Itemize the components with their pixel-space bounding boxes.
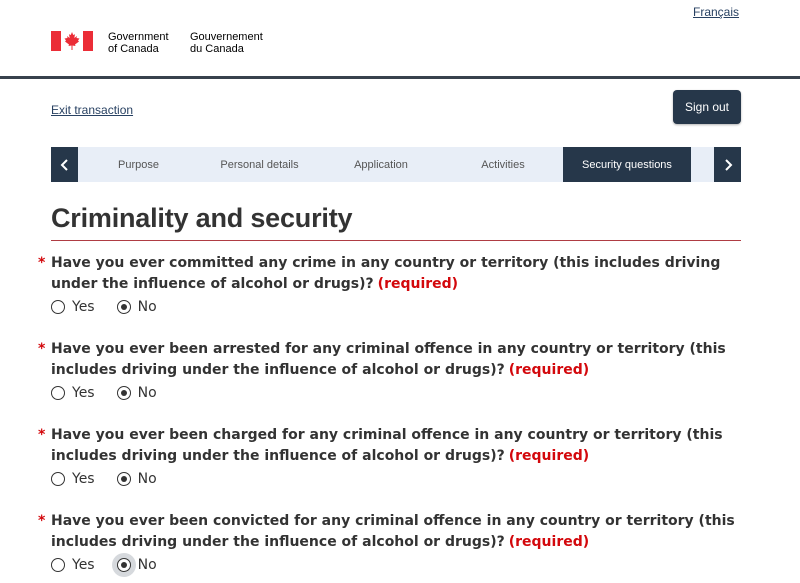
radio-button-checked-icon[interactable]	[117, 558, 131, 572]
language-toggle-link[interactable]: Français	[693, 5, 740, 19]
required-indicator: (required)	[508, 448, 590, 464]
question-convicted	[38, 511, 748, 573]
radio-button-checked-icon[interactable]	[117, 300, 131, 314]
radio-button-icon[interactable]	[51, 472, 65, 486]
step-purpose[interactable]: Purpose	[118, 158, 159, 171]
step-security-questions[interactable]: Security questions	[563, 147, 691, 182]
radio-no[interactable]: No	[117, 557, 157, 573]
step-personal-details[interactable]: Personal details	[220, 158, 299, 171]
question-arrested	[38, 339, 748, 401]
progress-stepper	[51, 147, 741, 182]
radio-yes[interactable]: Yes	[51, 471, 95, 487]
page-title: Criminality and security	[51, 203, 353, 233]
stepper-previous-button[interactable]	[51, 147, 78, 182]
question-label: * Have you ever been charged for any criminal offence in any country or territory (this includes driving under the influence of alcohol or drugs)? (required)	[38, 427, 723, 464]
radio-button-icon[interactable]	[51, 386, 65, 400]
step-activities[interactable]: Activities	[481, 158, 525, 171]
step-application[interactable]: Application	[354, 158, 408, 171]
required-asterisk: *	[38, 427, 46, 443]
radio-no[interactable]: No	[117, 385, 157, 401]
header-divider	[0, 76, 800, 79]
fip-french-text: Gouvernement du Canada	[190, 31, 263, 55]
question-charged	[38, 425, 748, 487]
government-of-canada-signature[interactable]	[51, 31, 290, 55]
radio-yes[interactable]: Yes	[51, 299, 95, 315]
required-asterisk: *	[38, 341, 46, 357]
radio-no[interactable]: No	[117, 299, 157, 315]
stepper-next-button[interactable]	[714, 147, 741, 182]
required-asterisk: *	[38, 255, 46, 271]
radio-button-icon[interactable]	[51, 558, 65, 572]
exit-transaction-link[interactable]: Exit transaction	[51, 103, 134, 117]
chevron-right-icon	[723, 159, 733, 171]
radio-no[interactable]: No	[117, 471, 157, 487]
sign-out-button[interactable]: Sign out	[673, 90, 741, 124]
radio-yes[interactable]: Yes	[51, 385, 95, 401]
question-label: * Have you ever been arrested for any criminal offence in any country or territory (this includes driving under the influence of alcohol or drugs)? (required)	[38, 341, 726, 378]
required-indicator: (required)	[508, 362, 590, 378]
canada-flag-icon	[51, 31, 93, 51]
chevron-left-icon	[60, 159, 70, 171]
fip-english-text: Government of Canada	[108, 31, 169, 55]
radio-button-icon[interactable]	[51, 300, 65, 314]
required-indicator: (required)	[508, 534, 590, 550]
radio-button-checked-icon[interactable]	[117, 386, 131, 400]
required-asterisk: *	[38, 513, 46, 529]
question-label: * Have you ever been convicted for any criminal offence in any country or territory (this includes driving under the influence of alcohol or drugs)? (required)	[38, 513, 735, 550]
radio-button-checked-icon[interactable]	[117, 472, 131, 486]
required-indicator: (required)	[377, 276, 459, 292]
question-committed-crime	[38, 253, 748, 315]
title-underline	[51, 240, 741, 241]
radio-yes[interactable]: Yes	[51, 557, 95, 573]
question-label: * Have you ever committed any crime in any country or territory (this includes driving under the influence of alcohol or drugs)? (required)	[38, 255, 721, 292]
